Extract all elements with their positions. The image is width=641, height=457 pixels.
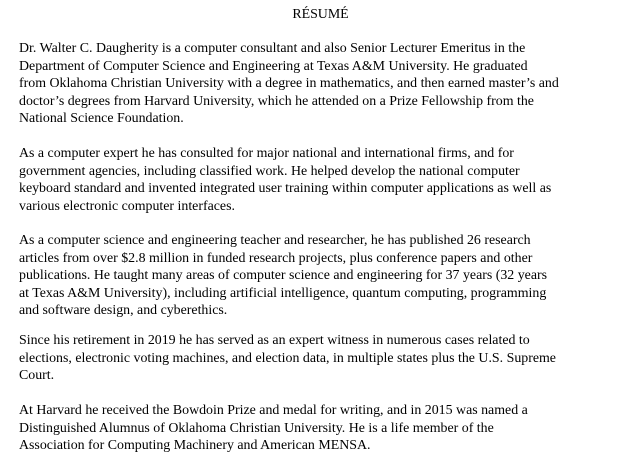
- paragraph-teaching-research: [19, 232, 619, 320]
- paragraph-computer-expert: [19, 145, 619, 215]
- text-line: As a computer expert he has consulted for major national and international firms, and for: [19, 146, 514, 161]
- page-title: RÉSUMÉ: [292, 7, 349, 22]
- text-line: Court.: [19, 368, 55, 383]
- text-line: National Science Foundation.: [19, 111, 184, 126]
- text-line: keyboard standard and invented integrated user training within computer applications as well as: [19, 181, 552, 196]
- text-line: and software design, and cyberethics.: [19, 303, 228, 318]
- text-line: doctor’s degrees from Harvard University, which he attended on a Prize Fellowship from the: [19, 93, 534, 109]
- text-line: articles from over $2.8 million in funded research projects, plus conference papers and other: [19, 250, 533, 266]
- text-line: As a computer science and engineering teacher and researcher, he has published 26 research: [19, 233, 531, 248]
- text-line: elections, electronic voting machines, and election data, in multiple states plus the U.S. Supreme: [19, 350, 556, 366]
- text-line: At Harvard he received the Bowdoin Prize and medal for writing, and in 2015 was named a: [19, 403, 528, 418]
- text-line: various electronic computer interfaces.: [19, 198, 235, 214]
- paragraph-education: [19, 40, 619, 128]
- text-line: Dr. Walter C. Daugherity is a computer consultant and also Senior Lecturer Emeritus in the: [19, 41, 526, 56]
- text-line: Since his retirement in 2019 he has served as an expert witness in numerous cases related to: [19, 333, 530, 348]
- text-line: Association for Computing Machinery and American MENSA.: [19, 438, 371, 453]
- text-line: Distinguished Alumnus of Oklahoma Christian University. He is a life member of the: [19, 420, 494, 436]
- text-line: at Texas A&M University), including artificial intelligence, quantum computing, programming: [19, 285, 547, 301]
- text-line: government agencies, including classified work. He helped develop the national computer: [19, 163, 520, 179]
- text-line: from Oklahoma Christian University with a degree in mathematics, and then earned master’s and: [19, 76, 559, 91]
- paragraph-honors: [19, 402, 619, 455]
- paragraph-expert-witness: [19, 332, 619, 385]
- text-line: Department of Computer Science and Engineering at Texas A&M University. He graduated: [19, 58, 528, 74]
- text-line: publications. He taught many areas of computer science and engineering for 37 years (32 years: [19, 268, 548, 283]
